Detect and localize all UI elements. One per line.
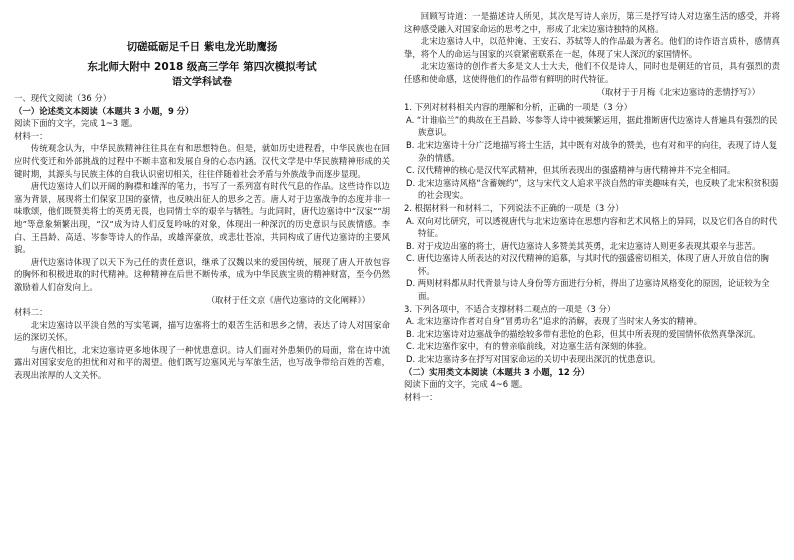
instruction: 阅读下面的文字，完成 1~3 题。 (14, 118, 138, 129)
material-label: 材料二： (14, 307, 48, 318)
subsection-title: （一）论述类文本阅读（本题共 3 小题，9 分） (14, 105, 194, 116)
paragraph: 北宋边塞诗人中，以范仲淹、王安石、苏轼等人的作品最为著名。他们的诗作语言质朴，感情真挚，将个人的命运与国家的兴衰紧密联系在一起，体现了宋人深沉的家国情怀。 (404, 36, 780, 59)
paragraph: 回顾写诗道：一是描述诗人所见，其次是写诗人亲历，第三是抒写诗人对边塞生活的感受，并将这种感受融入对国家命运的思考之中，形成了北宋边塞诗独特的风格。 (404, 11, 780, 34)
subsection-title: （二）实用类文本阅读（本题共 3 小题，12 分） (404, 366, 590, 377)
paragraph: 北宋边塞诗以平淡自然的写实笔调，描写边塞将士的艰苦生活和思乡之情，表达了诗人对国家命运的深切关怀。 (14, 319, 390, 343)
question-option: A. 双向对比研究，可以透视唐代与北宋边塞诗在思想内容和艺术风格上的异同，以及它们各自的时代特征。 (406, 215, 778, 239)
question-stem: 2. 根据材料一和材料二，下列说法不正确的一项是（3 分） (404, 202, 624, 213)
question-option: C. 唐代边塞诗人所表达的对汉代精神的追慕，与其时代的强盛密切相关，体现了唐人开放自信的胸怀。 (406, 253, 769, 276)
question-option: B. 北宋边塞诗十分广泛地描写将士生活，其中既有对战争的赞美，也有对和平的向往，表现了诗人复杂的情感。 (406, 139, 778, 163)
question-option: B. 对于戍边出塞的将士，唐代边塞诗人多赞美其英勇，北宋边塞诗人则更多表现其艰辛与悲苦。 (406, 240, 761, 251)
question-option: C. 汉代精神的核心是汉代军武精神，但其所表现出的强盛精神与唐代精神并不完全相同。 (406, 165, 736, 176)
material-label: 材料一： (404, 391, 438, 402)
question-option: A. 北宋边塞诗作者对自身“冒勇功名”追求的消解，表现了当时宋人务实的精神。 (406, 316, 702, 327)
paragraph: 唐代边塞诗人们以开阔的胸襟和雄浑的笔力，书写了一系列富有时代气息的作品。这些诗作以边塞为背景，展现将士们保家卫国的豪情，也反映出征人的思乡之苦。唐人对于边塞战争的态度并非一味歌颂，他们既赞美将士的英勇无畏，也同情士卒的艰辛与牺牲。与此同时，唐代边塞诗中“汉家”“胡地”等意象频繁出现，“汉”成为诗人们反复吟咏的对象，体现出一种深沉的历史意识与民族情感。李白、王昌龄、高适、岑参等诗人的作品，或雄浑豪放，或悲壮苍凉，共同构成了唐代边塞诗的主要风貌。 (14, 181, 390, 255)
question-option: D. 北宋边塞诗多在抒写对国家命运的关切中表现出深沉的忧患意识。 (406, 354, 661, 365)
school-line: 东北师大附中 2018 级高三学年 第四次模拟考试 (87, 61, 317, 73)
right-column (404, 10, 780, 560)
paragraph: 唐代边塞诗体现了以天下为己任的责任意识，继承了汉魏以来的爱国传统，展现了唐人开放包容的胸怀和积极进取的时代精神。这种精神在后世不断传承，成为中华民族宝贵的精神财富，至今仍然激励着人们奋发向上。 (14, 256, 390, 292)
question-stem: 1. 下列对材料相关内容的理解和分析，正确的一项是（3 分） (404, 102, 633, 113)
subject-title: 语文学科试卷 (172, 77, 232, 88)
question-option: B. 北宋边塞诗对边塞战争的描绘较多带有悲怆的色彩，但其中所表现的爱国情怀依然真挚深沉。 (406, 328, 761, 339)
source-citation: （取材于于月梅《北宋边塞诗的悲情抒写》） (596, 86, 760, 97)
question-option: A. “计谁临兰”的典故在王昌龄、岑参等人诗中被频繁运用，据此推断唐代边塞诗人普遍具有强烈的民族意识。 (406, 114, 778, 138)
question-option: C. 北宋边塞作家中，有的曾亲临前线，对边塞生活有深刻的体验。 (406, 341, 652, 352)
material-label: 材料一： (14, 130, 48, 141)
paragraph: 北宋边塞诗的创作者大多是文人士大夫，他们不仅是诗人，同时也是朝廷的官员，具有强烈的责任感和使命感，这使得他们的作品带有鲜明的时代特征。 (404, 61, 780, 84)
question-option: D. 两则材料都从时代背景与诗人身份等方面进行分析，得出了边塞诗风格变化的原因，论证较为全面。 (406, 278, 770, 302)
question-stem: 3. 下列各项中，不适合支撑材料二观点的一项是（3 分） (404, 303, 616, 314)
exam-slogan: 切磋砥砺足千日 紫电龙光助鹰扬 (126, 41, 278, 53)
section-title: 一、现代文阅读（36 分） (14, 93, 112, 103)
instruction: 阅读下面的文字，完成 4~6 题。 (404, 379, 528, 390)
question-option: D. 北宋边塞诗风格“含蓄婉约”，这与宋代文人追求平淡自然的审美趣味有关，也反映了北宋积贫积弱的社会现实。 (406, 177, 779, 201)
source-citation: （取材于任文京《唐代边塞诗的文化阐释》） (206, 294, 370, 305)
paragraph: 传统观念认为，中华民族精神往往具在有和思想特色。但是，就如历史进程看，中华民族也在回应时代变迁和外部挑战的过程中不断丰富和发展自身的心态内涵。汉代文学是中华民族精神形成的关键时期，其源头与民族主体的自我认识密切相关，往往伴随着社会矛盾与外族战争而逐步显现。 (14, 143, 390, 179)
paragraph: 与唐代相比，北宋边塞诗更多地体现了一种忧患意识。诗人们面对外患频仍的局面，常在诗中流露出对国家安危的担忧和对和平的渴望。他们既写边塞风光与军旅生活，也写战争带给百姓的苦难，表现出浓厚的人文关怀。 (14, 344, 390, 381)
left-column (14, 10, 390, 560)
